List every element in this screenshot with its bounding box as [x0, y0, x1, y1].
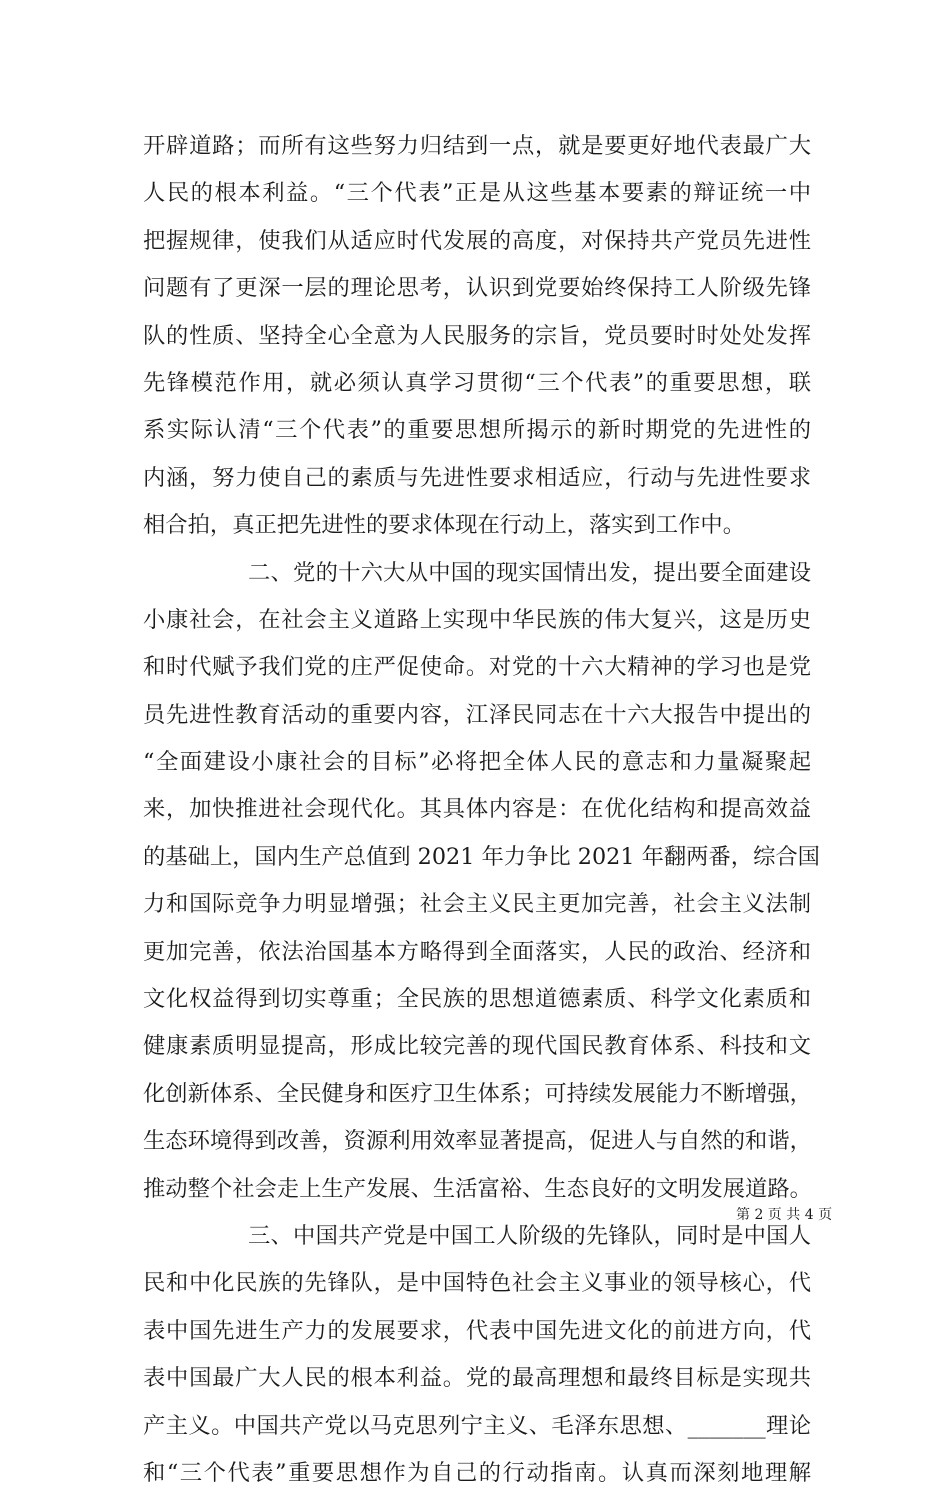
text-line: 相合拍，真正把先进性的要求体现在行动上，落实到工作中。 [143, 512, 746, 539]
text-line: 和“三个代表”重要思想作为自己的行动指南。认真而深刻地理解 [143, 1459, 811, 1486]
text-line: 表中国最广大人民的根本利益。党的最高理想和最终目标是实现共 [143, 1365, 811, 1392]
text-line: 文化权益得到切实尊重；全民族的思想道德素质、科学文化素质和 [143, 986, 811, 1013]
text-line: 队的性质、坚持全心全意为人民服务的宗旨，党员要时时处处发挥 [143, 322, 811, 349]
text-line: 的基础上，国内生产总值到 2021 年力争比 2021 年翻两番，综合国 [143, 843, 820, 870]
page-footer: 第 2 页 共 4 页 [736, 1207, 833, 1223]
text-line: 健康素质明显提高，形成比较完善的现代国民教育体系、科技和文 [143, 1033, 811, 1060]
text-line: 小康社会，在社会主义道路上实现中华民族的伟大复兴，这是历史 [143, 606, 811, 633]
text-line: 来，加快推进社会现代化。其具体内容是：在优化结构和提高效益 [143, 796, 811, 823]
text-line: 系实际认清“三个代表”的重要思想所揭示的新时期党的先进性的 [143, 417, 811, 444]
paragraph-first-line: 三、中国共产党是中国工人阶级的先锋队，同时是中国人 [248, 1222, 811, 1249]
paragraph-first-line: 二、党的十六大从中国的现实国情出发，提出要全面建设 [248, 559, 811, 586]
text-line: 产主义。中国共产党以马克思列宁主义、毛泽东思想、_______理论 [143, 1412, 811, 1439]
text-line: 开辟道路；而所有这些努力归结到一点，就是要更好地代表最广大 [143, 133, 811, 159]
text-line: 力和国际竞争力明显增强；社会主义民主更加完善，社会主义法制 [143, 891, 811, 918]
text-line: 员先进性教育活动的重要内容，江泽民同志在十六大报告中提出的 [143, 701, 811, 728]
text-line: 人民的根本利益。“三个代表”正是从这些基本要素的辩证统一中 [143, 180, 811, 207]
text-line: 表中国先进生产力的发展要求，代表中国先进文化的前进方向，代 [143, 1317, 811, 1344]
text-line: 内涵，努力使自己的素质与先进性要求相适应，行动与先进性要求 [143, 464, 811, 491]
text-line: “全面建设小康社会的目标”必将把全体人民的意志和力量凝聚起 [143, 749, 811, 776]
text-line: 推动整个社会走上生产发展、生活富裕、生态良好的文明发展道路。 [143, 1175, 812, 1202]
text-line: 先锋模范作用，就必须认真学习贯彻“三个代表”的重要思想，联 [143, 369, 811, 396]
document-body [143, 132, 820, 1506]
text-line: 和时代赋予我们党的庄严促使命。对党的十六大精神的学习也是党 [143, 654, 811, 681]
text-line: 更加完善，依法治国基本方略得到全面落实，人民的政治、经济和 [143, 938, 811, 965]
text-line: 化创新体系、全民健身和医疗卫生体系；可持续发展能力不断增强， [143, 1080, 812, 1107]
text-line: 生态环境得到改善，资源利用效率显著提高，促进人与自然的和谐， [143, 1128, 812, 1155]
text-line: 民和中化民族的先锋队，是中国特色社会主义事业的领导核心，代 [143, 1270, 811, 1297]
text-line: 问题有了更深一层的理论思考，认识到党要始终保持工人阶级先锋 [143, 275, 811, 302]
text-line: 把握规律，使我们从适应时代发展的高度，对保持共产党员先进性 [143, 227, 811, 254]
